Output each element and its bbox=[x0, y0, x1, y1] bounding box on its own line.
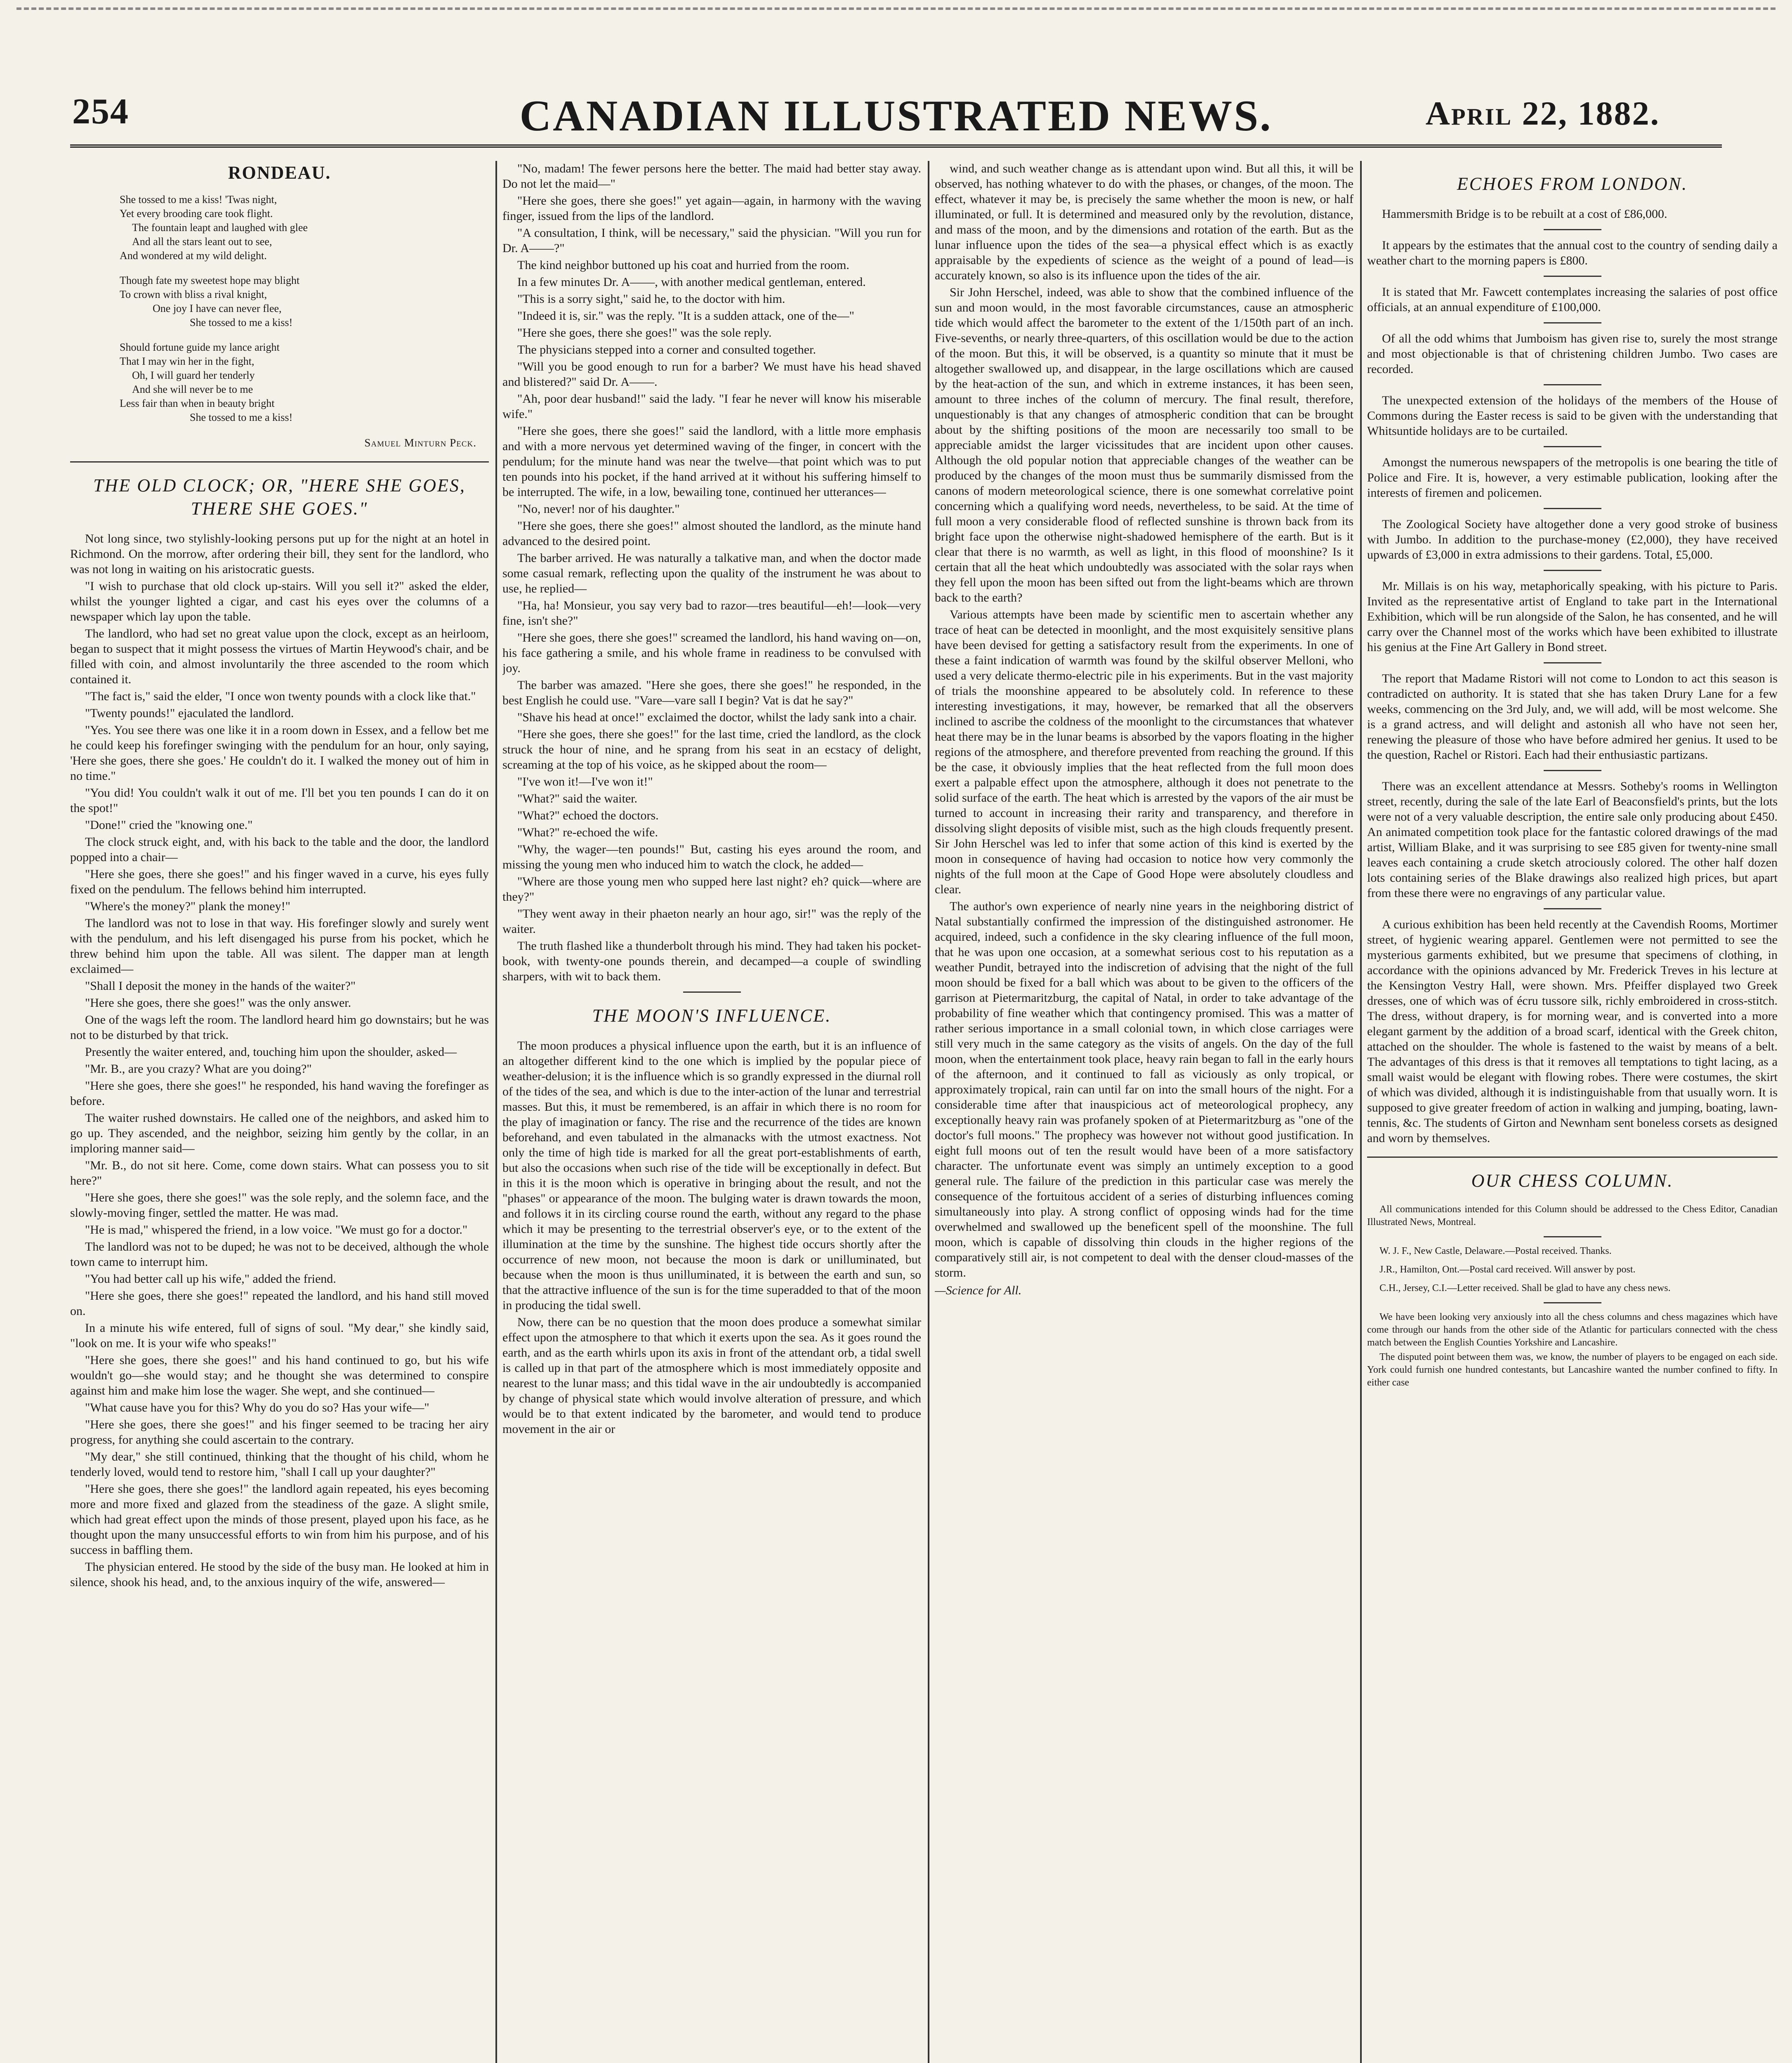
moon-body bbox=[502, 1038, 921, 1437]
article-paragraph: The barber was amazed. "Here she goes, there she goes!" he responded, in the best English he could use. "Vare—vare sall I begin? Vat is dat he say?" bbox=[502, 678, 921, 707]
column-1 bbox=[70, 161, 489, 2063]
article-paragraph: "What?" re-echoed the wife. bbox=[517, 826, 658, 839]
echo-item: A curious exhibition has been held recently at the Cavendish Rooms, Mortimer street, of hygienic wearing apparel. Gentlemen were not permitted to see the mysterious garments exhibited, but we presume that specimens of clothing, in accordance with the opinions advanced by Mr. Frederick Treves in his lecture at the Kensington Vestry Hall, were shown. Mrs. Pfeiffer displayed two Greek dresses, one of which was of écru tussore silk, richly embroidered in cross-stitch. The dress, without drapery, is for morning wear, and is converted into a more elegant garment by the addition of a broad scarf, identical with the Greek chiton, attached on the shoulder. The whole is fastened to the waist by means of a belt. The advantages of this dress is that it removes all temptations to tight lacing, as a small waist would be elegant with flowing robes. There were costumes, the skirt of which was divided, although it is indistinguishable from that usually worn. It is supposed to give greater freedom of action in walking and jumping, boating, lawn-tennis, &c. The students of Girton and Newnham sent boneless corsets as designed and worn by themselves. bbox=[1367, 918, 1778, 1145]
article-paragraph: "Twenty pounds!" ejaculated the landlord. bbox=[85, 706, 294, 720]
section-rule bbox=[683, 991, 741, 993]
poem-author: Samuel Minturn Peck. bbox=[364, 437, 476, 449]
article-paragraph: The truth flashed like a thunderbolt through his mind. They had taken his pocket-book, with twenty-one pounds therein, and decamped—a couple of swindling sharpers, with wit to back them. bbox=[502, 939, 921, 983]
article-paragraph: "What?" echoed the doctors. bbox=[517, 809, 659, 822]
poem-line: Yet every brooding care took flight. bbox=[120, 208, 273, 220]
article-paragraph: "What cause have you for this? Why do you do so? Has your wife—" bbox=[85, 1401, 429, 1414]
echo-item: It is stated that Mr. Fawcett contemplates increasing the salaries of post office officials, at an annual expenditure of £100,000. bbox=[1367, 285, 1778, 314]
article-paragraph: "Yes. You see there was one like it in a room down in Essex, and a fellow bet me he could keep his forefinger swinging with the pendulum for an hour, only saying, 'Here she goes, there she goes.' He couldn't do it. I walked the money out of him in no time." bbox=[70, 723, 489, 783]
article-paragraph: "Ah, poor dear husband!" said the lady. "I fear he never will know his miserable wife." bbox=[502, 392, 921, 421]
article-paragraph: Sir John Herschel, indeed, was able to show that the combined influence of the sun and moon would, in the most favorable circumstances, cause an atmospheric tide which would affect the barometer to the extent of the 1/150th part of an inch. Five-sevenths, or nearly three-quarters, of this oscillation would be due to the action of the moon. But this, it will be observed, is a quantity so minute that it must be altogether swallowed up, and disappear, in the large oscillations which are caused by the heat-action of the sun, and which in extreme instances, it has been seen, amount to three inches of the column of mercury. The final result, therefore, unquestionably is that any changes of atmospheric condition that can be brought about by the shifting positions of the moon are necessarily too small to be appreciable amidst the larger vicissitudes that are incident upon other causes. Although the old popular notion that appreciable changes of the weather can be produced by the changes of the moon must thus be summarily dismissed from the canons of modern meteorological science, there is one somewhat correlative point concerning which a qualifying word needs, nevertheless, to be said. At the time of full moon a very considerable flood of reflected sunshine is thrown back from its bright face upon the otherwise night-shadowed hemisphere of the earth. But is it clear that there is no warmth, as well as light, in this flood of moonshine? Is it certain that all the heat which undoubtedly was associated with the solar rays when they fell upon the moon has been sifted out from the light-beams which are thrown back to the earth? bbox=[935, 286, 1353, 604]
article-source: —Science for All. bbox=[935, 1284, 1022, 1297]
column-divider bbox=[1360, 161, 1362, 2063]
article-paragraph: "Here she goes, there she goes!" yet again—again, in harmony with the waving finger, issued from the lips of the landlord. bbox=[502, 194, 921, 223]
article-paragraph: Not long since, two stylishly-looking persons put up for the night at an hotel in Richmond. On the morrow, after ordering their bill, they sent for the landlord, who was not long in waiting on his aristocratic guests. bbox=[70, 532, 489, 576]
moon-title: THE MOON'S INFLUENCE. bbox=[592, 1006, 832, 1026]
column-2 bbox=[502, 161, 921, 2063]
item-rule bbox=[1544, 570, 1601, 571]
column-divider bbox=[495, 161, 497, 2063]
rondeau-title: RONDEAU. bbox=[228, 163, 331, 183]
poem-line: To crown with bliss a rival knight, bbox=[120, 288, 267, 300]
old-clock-title: THE OLD CLOCK; OR, "HERE SHE GOES, THERE SHE GOES." bbox=[93, 475, 466, 519]
article-paragraph: "Here she goes, there she goes!" and his finger waved in a curve, his eyes fully fixed on the pendulum. The fellows behind him interrupted. bbox=[70, 867, 489, 896]
article-paragraph: "My dear," she still continued, thinking that the thought of his child, whom he tenderly loved, would tend to restore him, "shall I call up your daughter?" bbox=[70, 1450, 489, 1479]
article-paragraph: "Why, the wager—ten pounds!" But, casting his eyes around the room, and missing the young men who induced him to watch the clock, he added— bbox=[502, 843, 921, 871]
article-paragraph: "I've won it!—I've won it!" bbox=[517, 775, 653, 788]
article-paragraph: "Ha, ha! Monsieur, you say very bad to razor—tres beautiful—eh!—look—very fine, isn't she?" bbox=[502, 599, 921, 628]
section-rule bbox=[1544, 1302, 1601, 1303]
item-rule bbox=[1544, 229, 1601, 230]
poem-line: She tossed to me a kiss! bbox=[190, 411, 293, 423]
article-paragraph: The physicians stepped into a corner and consulted together. bbox=[517, 343, 816, 356]
article-paragraph: "Here she goes, there she goes!" and his finger seemed to be tracing her airy progress, for anything she could ascertain to the contrary. bbox=[70, 1418, 489, 1447]
article-paragraph: "Shave his head at once!" exclaimed the doctor, whilst the lady sank into a chair. bbox=[517, 710, 917, 724]
chess-notice: All communications intended for this Column should be addressed to the Chess Editor, Canadian Illustrated News, Montreal. bbox=[1367, 1204, 1778, 1227]
poem-line: Less fair than when in beauty bright bbox=[120, 397, 275, 409]
poem-stanza bbox=[120, 274, 489, 330]
echo-item: It appears by the estimates that the annual cost to the country of sending daily a weather chart to the morning papers is £800. bbox=[1367, 238, 1778, 267]
article-paragraph: "Here she goes, there she goes!" for the last time, cried the landlord, as the clock struck the hour of nine, and he sprang from his seat in an ecstacy of delight, screaming at the top of his voice, as he skipped about the room— bbox=[502, 727, 921, 772]
issue-date: April 22, 1882. bbox=[1425, 94, 1660, 132]
article-paragraph: "They went away in their phaeton nearly an hour ago, sir!" was the reply of the waiter. bbox=[502, 907, 921, 936]
item-rule bbox=[1544, 508, 1601, 509]
poem-line: Oh, I will guard her tenderly bbox=[132, 369, 255, 381]
article-paragraph: Now, there can be no question that the moon does produce a somewhat similar effect upon the atmosphere to that which it exerts upon the sea. As it goes round the earth, and as the earth whirls upon its axis in front of the attendant orb, a tidal swell is called up in that part of the atmosphere which is most immediately opposite and nearest to the lunar mass; and this tidal wave in the air undoubtedly is accompanied by change of physical state which would involve alteration of pressure, and which would be to that extent indicated by the barometer, and would tend to produce movement in the air or bbox=[502, 1315, 921, 1436]
chess-column bbox=[1367, 1203, 1778, 1389]
section-rule bbox=[70, 461, 489, 463]
echo-item: Amongst the numerous newspapers of the metropolis is one bearing the title of Police and Fire. It is, however, a very estimable publication, looking after the interests of firemen and policemen. bbox=[1367, 456, 1778, 500]
article-paragraph: "Where are those young men who supped here last night? eh? quick—where are they?" bbox=[502, 875, 921, 904]
item-rule bbox=[1544, 446, 1601, 447]
echo-item: Of all the odd whims that Jumboism has given rise to, surely the most strange and most objectionable is that of christening children Jumbo. Two cases are recorded. bbox=[1367, 332, 1778, 376]
chess-article bbox=[1367, 1311, 1778, 1389]
item-rule bbox=[1544, 384, 1601, 385]
article-paragraph: The landlord was not to be duped; he was not to be deceived, although the whole town came to interrupt him. bbox=[70, 1240, 489, 1269]
echo-item: Mr. Millais is on his way, metaphorically speaking, with his picture to Paris. Invited as the representative artist of England to take part in the International Exhibition, which will be run alongside of the Salon, he has consented, and he will carry over the Channel most of the works which have been exhibited to illustrate his genius at the Fine Art Gallery in Bond street. bbox=[1367, 579, 1778, 654]
article-paragraph: "What?" said the waiter. bbox=[517, 792, 638, 805]
echo-item: There was an excellent attendance at Messrs. Sotheby's rooms in Wellington street, recently, during the sale of the late Earl of Beaconsfield's prints, but the lots were not of a very valuable description, the entire sale only producing about £450. An animated competition took place for the fantastic colored drawings of the mad artist, William Blake, and it was surprising to see £85 given for twenty-nine small leaves each containing a crude sketch atrociously colored. The other half dozen lots containing series of the Blake drawings also realized high prices, but apart from these there were no engravings of any particular value. bbox=[1367, 779, 1778, 900]
article-paragraph: "Here she goes, there she goes!" was the sole reply. bbox=[517, 326, 772, 340]
article-paragraph: "Here she goes, there she goes!" said the landlord, with a little more emphasis and with a more nervous yet determined waving of the finger, in concert with the pendulum; for the minute hand was near the twelve—that point which was to put ten pounds into his pocket, if the hand arrived at it without his suffering himself to be interrupted. The wife, in a low, bewailing tone, continued her utterances— bbox=[502, 424, 921, 499]
chess-correspondent-note: J.R., Hamilton, Ont.—Postal card received. Will answer by post. bbox=[1379, 1264, 1636, 1275]
poem-line: And all the stars leant out to see, bbox=[132, 236, 272, 248]
item-rule bbox=[1544, 770, 1601, 771]
section-rule bbox=[1544, 1236, 1601, 1237]
masthead-title: CANADIAN ILLUSTRATED NEWS. bbox=[519, 92, 1273, 140]
article-paragraph: Various attempts have been made by scientific men to ascertain whether any trace of heat can be detected in moonlight, and the most exquisitely sensitive plans have been devised for getting a satisfactory result from the experiments. In one of these a faint indication of warmth was found by the skilful observer Melloni, who used a very delicate thermo-electric pile in his experiments. But in the vast majority of trials the moonshine appeared to be absolutely cold. In reference to these interesting investigations, it may, however, be remarked that all the observers inclined to ascribe the coldness of the moonlight to the circumstances that whatever heat there may be in the lunar beams is absorbed by the vapors floating in the higher regions of the atmosphere, and therefore prevented from reaching the ground. If this be the case, it obviously implies that the heat reflected from the full moon does exert a palpable effect upon the atmosphere, although it does not penetrate to the solid surface of the earth. The heat which is arrested by the vapors of the air must be turned to account in increasing their rarity and transparency, and therefore in dissolving slight deposits of visible mist, such as the high clouds frequently present. Sir John Herschel was led to infer that some action of this kind is exerted by the moon in consequence of having had occasion to notice how very commonly the nights of the full moon at the Cape of Good Hope were absolutely cloudless and clear. bbox=[935, 608, 1353, 896]
echo-item: Hammersmith Bridge is to be rebuilt at a cost of £86,000. bbox=[1382, 207, 1667, 221]
article-paragraph: The author's own experience of nearly nine years in the neighboring district of Natal substantially confirmed the impression of the distinguished astronomer. He acquired, indeed, such a confidence in the sky clearing influence of the full moon, that he was upon one occasion, at a somewhat serious cost to his reputation as a weather Pundit, betrayed into the indiscretion of advising that the night of the full moon should be fixed for a ball which was about to be given to the officers of the garrison at Pietermaritzburg, the capital of Natal, in order to take advantage of the probability of fine weather which that contingency promised. This was a matter of rather serious importance in a small colonial town, in which close carriages were still very much in the same category as the visits of angels. On the day of the full moon, when the entertainment took place, heavy rain began to fall in the early hours of the afternoon, and it continued to fall as viciously as only tropical, or approximately tropical, rain can until far on into the small hours of the night. For a considerable time after that inauspicious act of meteorological prophecy, any exceptionally heavy rain was profanely spoken of at Pietermaritzburg as "one of the doctor's full moons." The prophecy was however not without good justification. In eight full moons out of ten the result would have been of a more satisfactory character. The unfortunate event was simply an untimely exception to a good general rule. The failure of the prediction in this particular case was merely the consequence of the fortuitous accident of a series of disturbing influences coming simultaneously into play. A strong conflict of opposing winds had for the time overwhelmed and swallowed up the beneficent spell of the moonshine. The full moon, which is capable of dissolving thin clouds in the higher regions of the comparatively still air, is not competent to deal with the denser cloud-masses of the storm. bbox=[935, 899, 1353, 1279]
article-paragraph: "Here she goes, there she goes!" and his hand continued to go, but his wife wouldn't go—she would stay; and he thought she was determined to conspire against him and make him lose the wager. She wept, and she continued— bbox=[70, 1353, 489, 1397]
article-paragraph: "Here she goes, there she goes!" was the only answer. bbox=[85, 996, 351, 1010]
article-paragraph: One of the wags left the room. The landlord heard him go downstairs; but he was not to be disturbed by that trick. bbox=[70, 1013, 489, 1042]
article-paragraph: "Shall I deposit the money in the hands of the waiter?" bbox=[85, 979, 356, 993]
article-paragraph: "Here she goes, there she goes!" repeated the landlord, and his hand still moved on. bbox=[70, 1289, 489, 1318]
article-paragraph: The kind neighbor buttoned up his coat and hurried from the room. bbox=[517, 258, 849, 272]
page-edge-perforation bbox=[17, 7, 1775, 12]
column-divider bbox=[928, 161, 929, 2063]
article-paragraph: In a few minutes Dr. A——, with another medical gentleman, entered. bbox=[517, 275, 866, 289]
echo-item: The unexpected extension of the holidays of the members of the House of Commons during the Easter recess is said to be given with the understanding that Whitsuntide holidays are to be curtailed. bbox=[1367, 394, 1778, 438]
item-rule bbox=[1544, 276, 1601, 277]
masthead-rule bbox=[70, 144, 1722, 148]
article-paragraph: "No, never! nor of his daughter." bbox=[517, 502, 680, 516]
echoes-title: ECHOES FROM LONDON. bbox=[1457, 174, 1688, 194]
article-paragraph: "Here she goes, there she goes!" almost shouted the landlord, as the minute hand advanced to the desired point. bbox=[502, 519, 921, 548]
echo-item: The report that Madame Ristori will not come to London to act this season is contradicted on authority. It is stated that she has taken Drury Lane for a few weeks, commencing on the 3rd July, and, we will add, will be most welcome. She is a grand actress, and will delight and astonish all who have not seen her, renewing the pleasure of those who have before admired her genius. It used to be the question, Rachel or Ristori. Each had their enthusiastic partizans. bbox=[1367, 672, 1778, 762]
article-paragraph: "Mr. B., do not sit here. Come, come down stairs. What can possess you to sit here?" bbox=[70, 1159, 489, 1187]
article-paragraph: The physician entered. He stood by the side of the busy man. He looked at him in silence, shook his head, and, to the anxious inquiry of the wife, answered— bbox=[70, 1560, 489, 1589]
article-paragraph: "He is mad," whispered the friend, in a low voice. "We must go for a doctor." bbox=[85, 1223, 468, 1237]
chess-correspondents bbox=[1367, 1245, 1778, 1295]
article-paragraph: "This is a sorry sight," said he, to the doctor with him. bbox=[517, 292, 785, 306]
echo-item: The Zoological Society have altogether done a very good stroke of business with Jumbo. In addition to the purchase-money (£2,000), they have received upwards of £3,000 in extra admissions to their gardens. Total, £5,000. bbox=[1367, 517, 1778, 562]
poem-stanza bbox=[120, 340, 489, 425]
chess-article-paragraph: We have been looking very anxiously into all the chess columns and chess magazines which have come through our hands from the other side of the Atlantic for particulars connected with the chess match between the English Counties Yorkshire and Lancashire. bbox=[1367, 1312, 1778, 1348]
page-number: 254 bbox=[72, 92, 129, 132]
article-paragraph: "Here she goes, there she goes!" was the sole reply, and the solemn face, and the slowly-moving finger, settled the matter. He was mad. bbox=[70, 1191, 489, 1220]
article-paragraph: Presently the waiter entered, and, touching him upon the shoulder, asked— bbox=[85, 1045, 457, 1059]
moon-body-continued bbox=[935, 161, 1353, 1280]
article-paragraph: "Here she goes, there she goes!" the landlord again repeated, his eyes becoming more and more fixed and glazed from the steadiness of the gaze. A slight smile, which had great effect upon the minds of those present, played upon his face, as he thought upon the many unsuccessful efforts to win from him his purpose, and of his success in baffling them. bbox=[70, 1482, 489, 1557]
poem-line: And wondered at my wild delight. bbox=[120, 250, 267, 262]
item-rule bbox=[1544, 908, 1601, 909]
article-paragraph: "Where's the money?" plank the money!" bbox=[85, 899, 290, 913]
article-paragraph: "You had better call up his wife," added the friend. bbox=[85, 1272, 336, 1286]
column-4 bbox=[1367, 161, 1778, 2063]
poem-line: She tossed to me a kiss! 'Twas night, bbox=[120, 194, 277, 205]
poem-line: One joy I have can never flee, bbox=[153, 302, 282, 314]
poem-line: Though fate my sweetest hope may blight bbox=[120, 274, 300, 286]
article-paragraph: The clock struck eight, and, with his back to the table and the door, the landlord popped into a chair— bbox=[70, 835, 489, 864]
chess-correspondent-note: C.H., Jersey, C.I.—Letter received. Shall be glad to have any chess news. bbox=[1379, 1283, 1671, 1294]
article-paragraph: In a minute his wife entered, full of signs of soul. "My dear," she kindly said, "look on me. It is your wife who speaks!" bbox=[70, 1321, 489, 1350]
article-paragraph: "You did! You couldn't walk it out of me. I'll bet you ten pounds I can do it on the spot!" bbox=[70, 786, 489, 815]
article-paragraph: "Here she goes, there she goes!" screamed the landlord, his hand waving on—on, his face gathering a smile, and his whole frame in readiness to be convulsed with joy. bbox=[502, 631, 921, 675]
old-clock-continued bbox=[502, 161, 921, 984]
article-paragraph: "The fact is," said the elder, "I once won twenty pounds with a clock like that." bbox=[85, 689, 476, 703]
echoes-items bbox=[1367, 206, 1778, 1146]
article-paragraph: "Will you be good enough to run for a barber? We must have his head shaved and blistered?" said Dr. A——. bbox=[502, 360, 921, 389]
article-paragraph: The waiter rushed downstairs. He called one of the neighbors, and asked him to go up. They ascended, and the neighbor, seizing him gently by the collar, in an imploring manner said— bbox=[70, 1111, 489, 1155]
poem-line: She tossed to me a kiss! bbox=[190, 316, 293, 328]
rondeau-poem bbox=[120, 193, 489, 425]
article-paragraph: "Mr. B., are you crazy? What are you doing?" bbox=[85, 1062, 312, 1076]
article-paragraph: "Indeed it is, sir." was the reply. "It is a sudden attack, one of the—" bbox=[517, 309, 854, 323]
poem-line: The fountain leapt and laughed with glee bbox=[132, 222, 308, 234]
poem-line: That I may win her in the fight, bbox=[120, 355, 255, 367]
poem-line: Should fortune guide my lance aright bbox=[120, 341, 280, 353]
article-paragraph: The moon produces a physical influence upon the earth, but it is an influence of an altogether different kind to the one which is implied by the popular piece of weather-delusion; it is the influence which is so grandly expressed in the diurnal roll of the tides of the sea, and which is due to the inter-action of the lunar and terrestrial masses. But this, it must be remembered, is an affair in which there is no room for the play of imagination or fancy. The rise and the recurrence of the tides are known beforehand, and even tabulated in the almanacks with the utmost exactness. Not only the time of high tide is marked for all the great port-establishments of earth, but also the occasions when such rise of the tide will be exceptionally in defect. But in this it is the moon which is operative in bringing about the result, and not the "phases" or appearance of the moon. The bulging water is drawn towards the moon, and follows it in its circling course round the earth, without any regard to the phase which it may be presenting to the terrestrial observer's eye, or to the extent of the illumination at the time by the sunshine. The highest tide occurs shortly after the occurrence of new moon, not because the moon is dark or unilluminated, but because when the moon is thus unilluminated, it is between the earth and sun, so that the attractive influence of the sun is for the time superadded to that of the moon in producing the tidal swell. bbox=[502, 1039, 921, 1312]
column-3 bbox=[935, 161, 1353, 2063]
chess-correspondent-note: W. J. F., New Castle, Delaware.—Postal received. Thanks. bbox=[1379, 1246, 1612, 1256]
article-paragraph: The barber arrived. He was naturally a talkative man, and when the doctor made some casual remark, reflecting upon the quality of the instrument he was about to use, he replied— bbox=[502, 551, 921, 595]
article-paragraph: "A consultation, I think, will be necessary," said the physician. "Will you run for Dr. A——?" bbox=[502, 226, 921, 255]
poem-line: And she will never be to me bbox=[132, 383, 253, 395]
old-clock-body bbox=[70, 531, 489, 1590]
article-paragraph: The landlord, who had set no great value upon the clock, except as an heirloom, began to suspect that it might possess the virtues of Martin Heywood's chair, and be filled with coin, and almost involuntarily the three ascended to the room which contained it. bbox=[70, 627, 489, 686]
chess-article-paragraph: The disputed point between them was, we know, the number of players to be engaged on each side. York could furnish one hundred contestants, but Lancashire wanted the number confined to fifty. In either case bbox=[1367, 1352, 1778, 1388]
article-paragraph: "No, madam! The fewer persons here the better. The maid had better stay away. Do not let the maid—" bbox=[502, 162, 921, 191]
section-rule bbox=[1367, 1157, 1778, 1158]
item-rule bbox=[1544, 662, 1601, 663]
item-rule bbox=[1544, 322, 1601, 323]
poem-stanza bbox=[120, 193, 489, 263]
article-paragraph: "I wish to purchase that old clock up-stairs. Will you sell it?" asked the elder, whilst the younger lighted a cigar, and cast his eyes over the columns of a newspaper which lay upon the table. bbox=[70, 579, 489, 623]
chess-title: OUR CHESS COLUMN. bbox=[1471, 1171, 1674, 1191]
article-paragraph: "Done!" cried the "knowing one." bbox=[85, 818, 253, 832]
article-paragraph: The landlord was not to lose in that way. His forefinger slowly and surely went with the pendulum, and his left disengaged his purse from his pocket, which he threw behind him upon the table. All was silent. The dapper man at length exclaimed— bbox=[70, 916, 489, 976]
article-paragraph: "Here she goes, there she goes!" he responded, his hand waving the forefinger as before. bbox=[70, 1079, 489, 1108]
article-paragraph: wind, and such weather change as is attendant upon wind. But all this, it will be observed, has nothing whatever to do with the phases, or changes, of the moon. The effect, whatever it may be, is precisely the same whether the moon is new, or half illuminated, or full. It is determined and measured only by the revolution, distance, and mass of the moon, and by the dimensions and rotation of the earth. But as the lunar influence upon the tides of the sea—a physical effect which is as exactly appraisable by the expedients of science as the weight of a pound of lead—is accurately known, so also is its influence upon the tides of the air. bbox=[935, 162, 1353, 282]
